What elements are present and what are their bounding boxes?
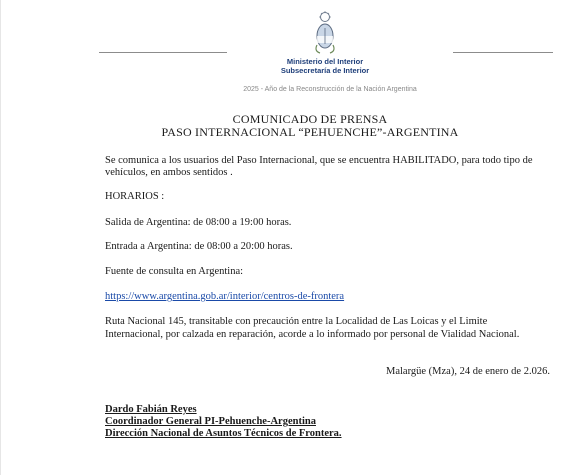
document-title: PASO INTERNACIONAL “PEHUENCHE”-ARGENTINA [161,125,459,139]
hours-label: HORARIOS : [105,191,165,202]
coat-of-arms-icon [312,11,338,55]
signatory-role: Coordinador General PI-Pehuenche-Argentina [105,416,316,427]
source-link[interactable]: https://www.argentina.gob.ar/interior/centros-de-frontera [105,291,345,302]
place-date: Malargüe (Mza), 24 de enero de 2.026. [386,366,550,377]
intro-line-2: vehículos, en ambos sentidos . [105,167,233,178]
ministry-block [240,57,410,75]
exit-hours: Salida de Argentina: de 08:00 a 19:00 horas. [105,217,292,228]
subsecretary-name: Subsecretaría de Interior [280,66,370,75]
route-line-1: Ruta Nacional 145, transitable con precaución entre la Localidad de Las Loicas y el Limite [105,316,488,327]
press-release-label: COMUNICADO DE PRENSA [232,112,388,126]
signatory-name: Dardo Fabián Reyes [105,404,197,415]
source-label: Fuente de consulta en Argentina: [105,266,244,277]
ministry-name: Ministerio del Interior [286,57,364,66]
year-motto: 2025 - Año de la Reconstrucción de la Nación Argentina [243,86,417,93]
header-rule-right [453,52,553,53]
intro-line-1: Se comunica a los usuarios del Paso Internacional, que se encuentra HABILITADO, para todo tipo de [105,155,533,166]
signatory-office: Dirección Nacional de Asuntos Técnicos de Frontera. [105,428,342,439]
header-rule-left [99,52,227,53]
route-line-2: Internacional, por calzada en reparación, acorde a lo informado por personal de Vialidad Nacional. [105,329,520,340]
entry-hours: Entrada a Argentina: de 08:00 a 20:00 horas. [105,241,293,252]
